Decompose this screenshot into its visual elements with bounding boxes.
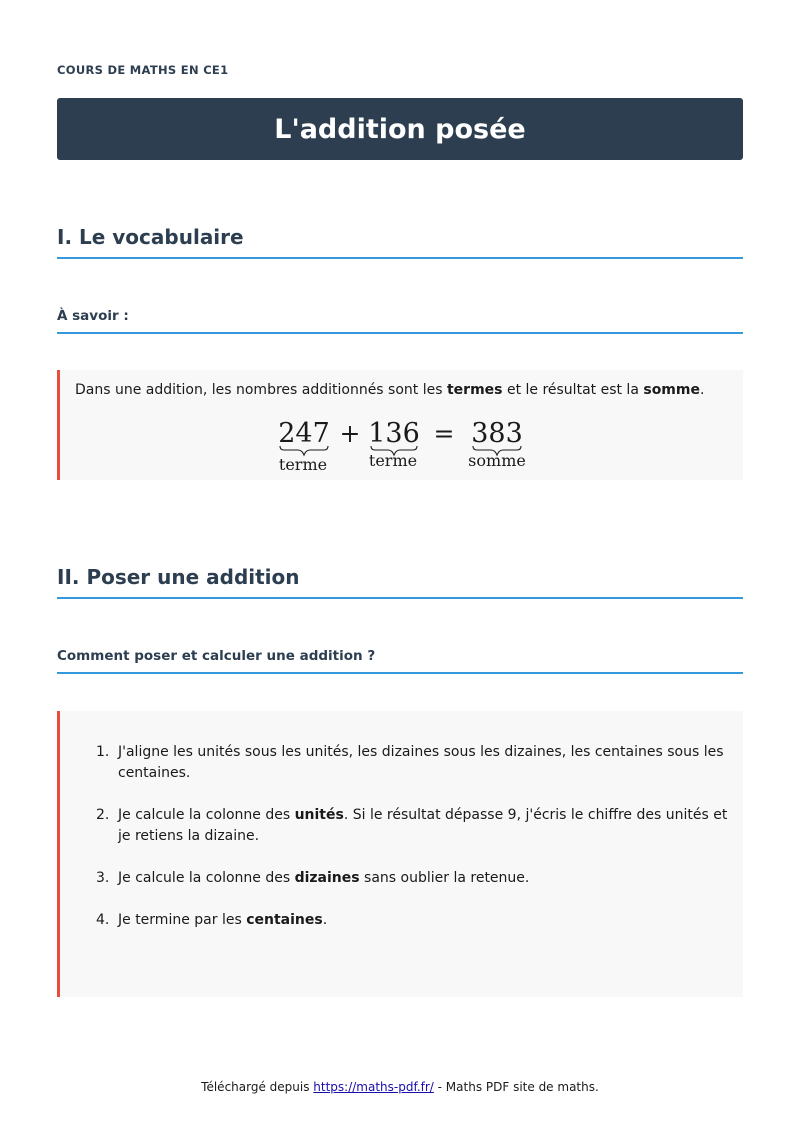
keyword-centaines: centaines: [246, 912, 323, 928]
section-title-poser-addition: II. Poser une addition: [57, 565, 743, 599]
term2-number: 136: [368, 418, 420, 449]
footer-link[interactable]: https://maths-pdf.fr/: [313, 1080, 434, 1094]
formula-svg: [270, 414, 540, 474]
step-item: [60, 868, 743, 889]
step-item: [60, 742, 743, 784]
step-text: . Si le résultat dépasse 9, j'écris le chiffre des unités et je retiens la dizaine.: [118, 807, 728, 844]
step-item: [60, 910, 743, 931]
footer-text: Téléchargé depuis: [201, 1080, 314, 1094]
step-text: J'aligne les unités sous les unités, les dizaines sous les dizaines, les centaines sous les centaines.: [118, 744, 724, 781]
equals-sign: =: [433, 419, 455, 448]
definition-text-part: et le résultat est la: [502, 382, 644, 398]
title-banner: [57, 98, 743, 160]
method-box: [57, 711, 743, 997]
addition-formula: [270, 414, 540, 478]
step-number: 3.: [96, 870, 110, 886]
term1-number: 247: [278, 418, 330, 449]
result-number: 383: [471, 418, 523, 449]
step-number: 4.: [96, 912, 110, 928]
label-term1: terme: [278, 455, 328, 474]
keyword-termes: termes: [446, 382, 503, 398]
section-title-vocabulaire: I. Le vocabulaire: [57, 225, 743, 259]
keyword-dizaines: dizaines: [294, 870, 360, 886]
step-text: Je termine par les: [118, 912, 247, 928]
definition-box: [57, 370, 743, 480]
definition-text: [75, 380, 728, 400]
step-text: .: [322, 912, 328, 928]
keyword-unites: unités: [294, 807, 344, 823]
footer: [0, 1080, 800, 1094]
subsection-title-comment-poser: Comment poser et calculer une addition ?: [57, 648, 743, 674]
step-number: 2.: [96, 807, 110, 823]
step-item: [60, 805, 743, 847]
step-text: sans oublier la retenue.: [359, 870, 530, 886]
step-number: 1.: [96, 744, 110, 760]
plus-sign: +: [339, 419, 361, 448]
step-text: Je calcule la colonne des: [118, 807, 295, 823]
label-result: somme: [468, 451, 526, 470]
definition-text-part: .: [699, 382, 705, 398]
subsection-title-a-savoir: À savoir :: [57, 308, 743, 334]
step-text: Je calcule la colonne des: [118, 870, 295, 886]
steps-list: [60, 742, 743, 931]
label-term2: terme: [368, 451, 418, 470]
page-title: L'addition posée: [274, 113, 526, 145]
definition-text-part: Dans une addition, les nombres additionnés sont les: [75, 382, 447, 398]
footer-text: - Maths PDF site de maths.: [433, 1080, 599, 1094]
keyword-somme: somme: [643, 382, 700, 398]
course-label: COURS DE MATHS EN CE1: [57, 63, 229, 77]
